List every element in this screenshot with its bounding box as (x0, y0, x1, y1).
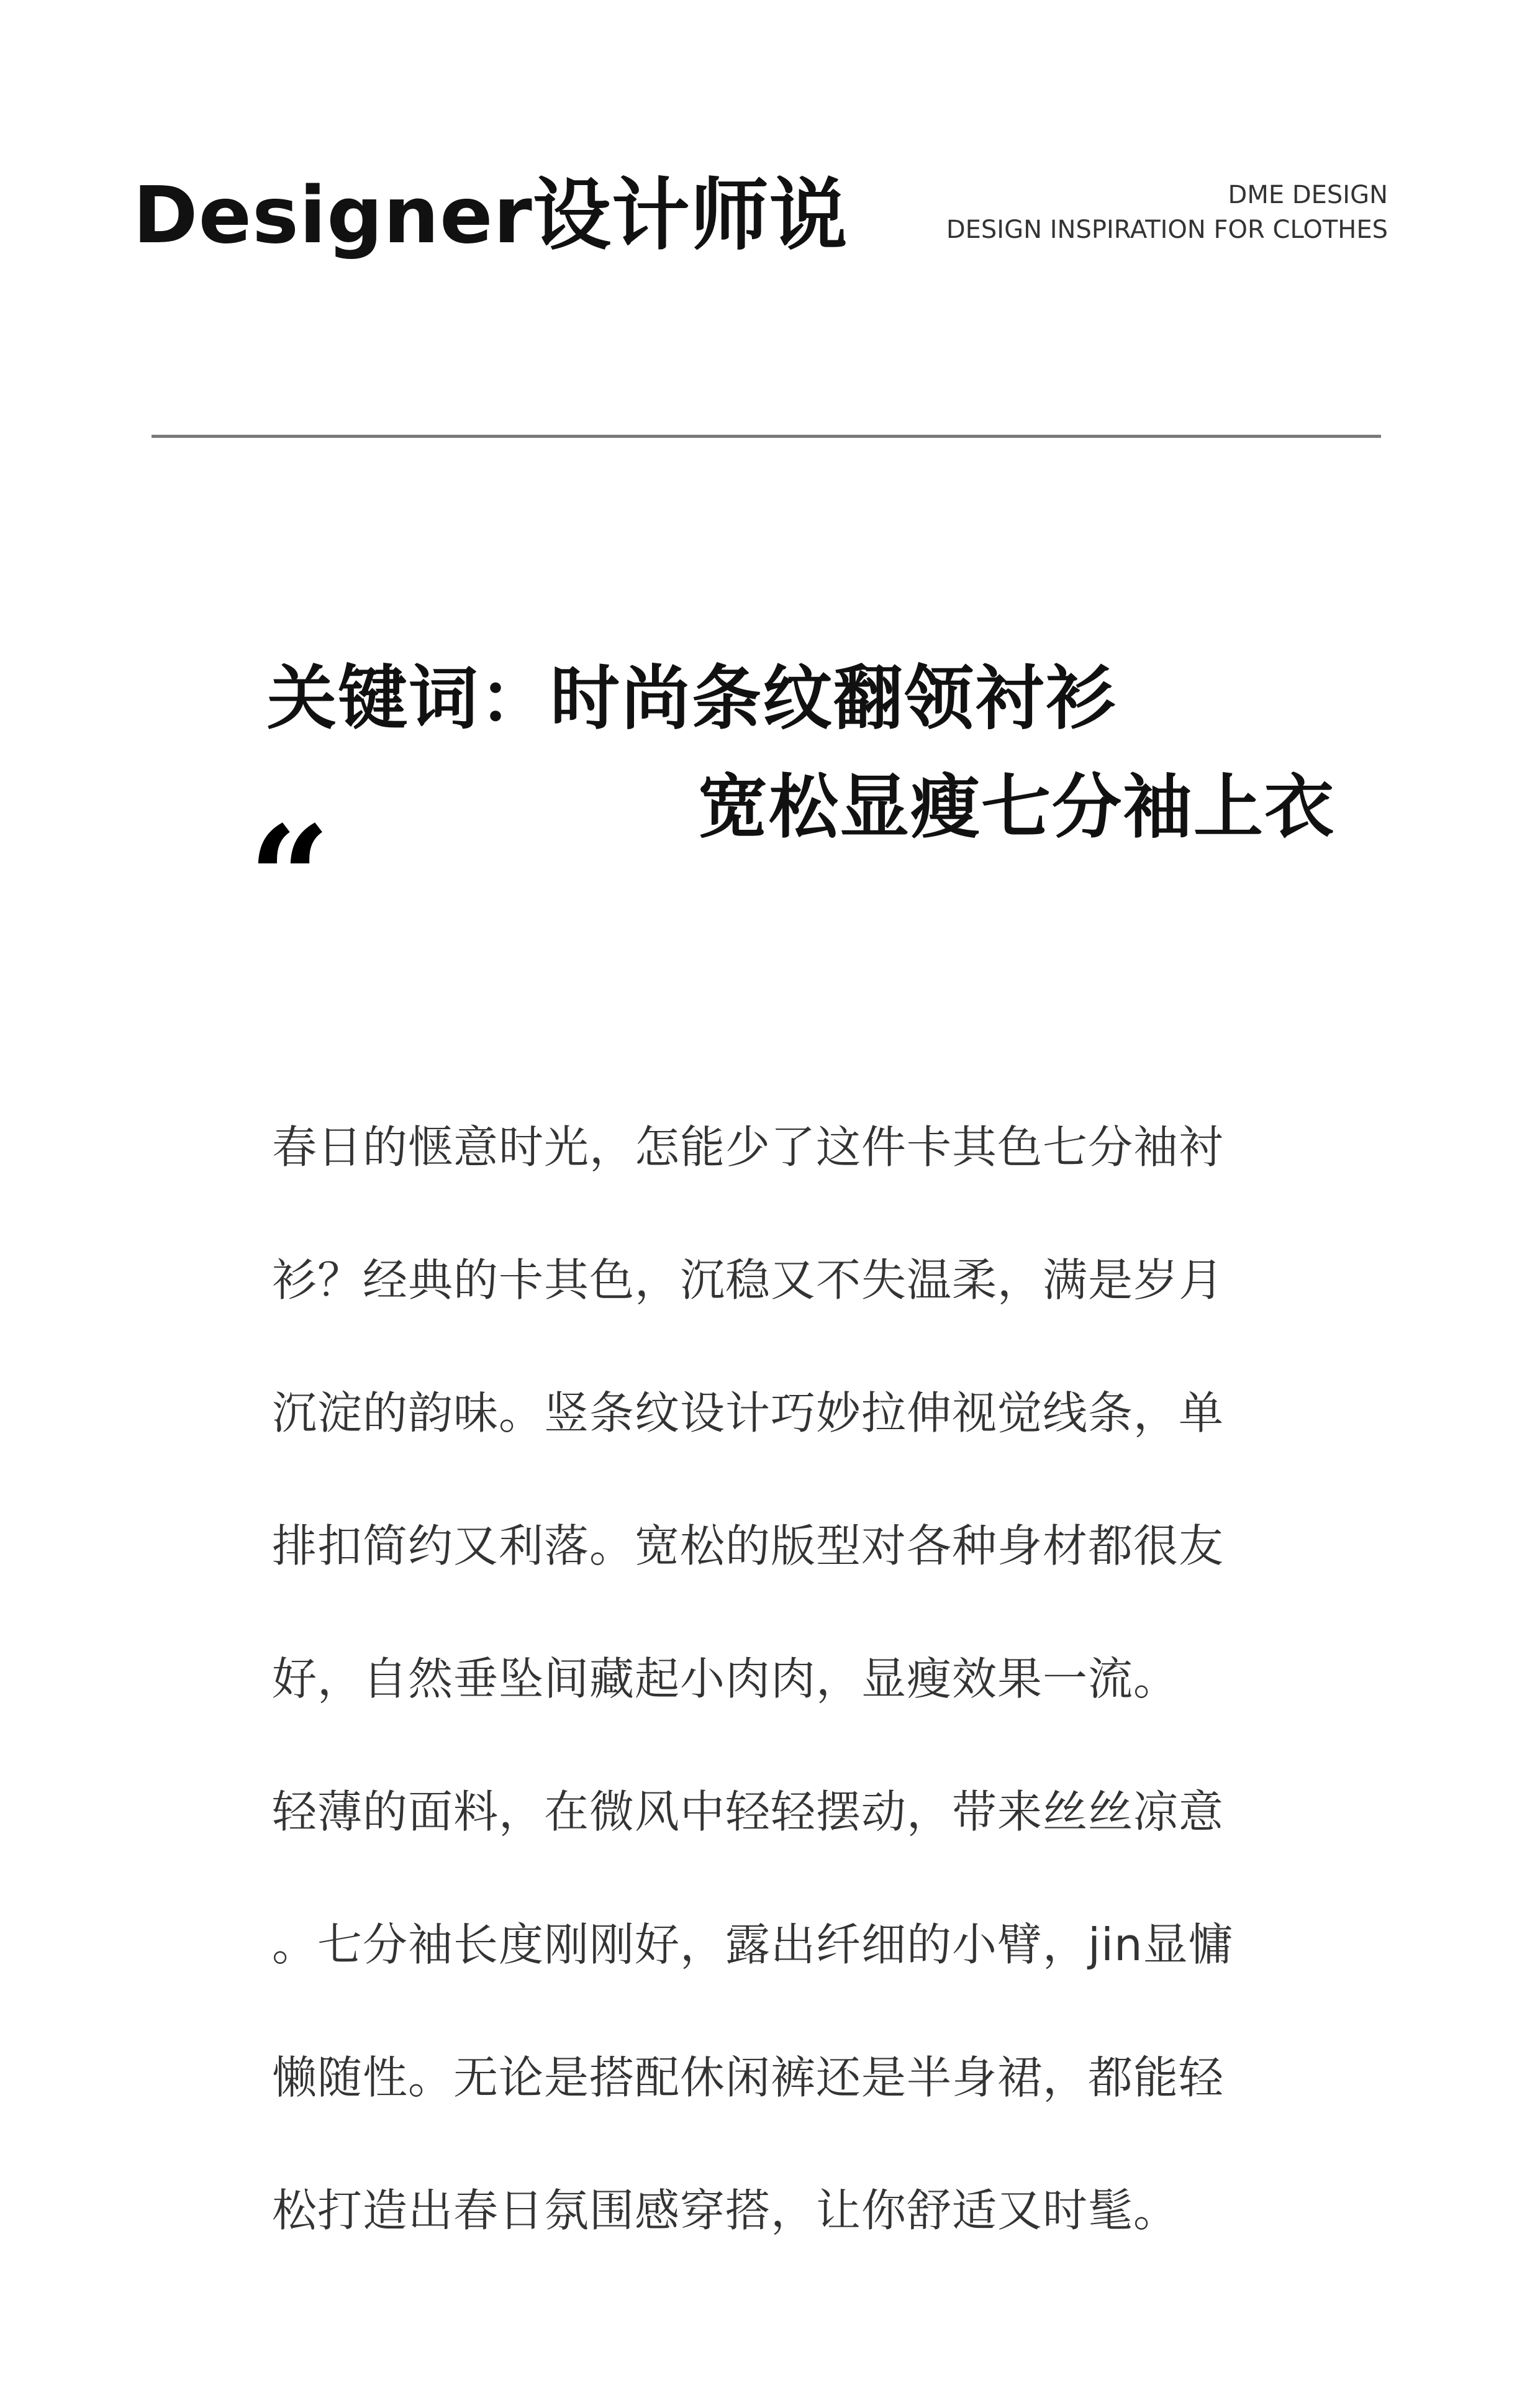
header-divider (152, 435, 1381, 438)
body-line: 排扣简约又利落。宽松的版型对各种身材都很友 (272, 1520, 1225, 1572)
brand-tagline: DESIGN INSPIRATION FOR CLOTHES (946, 216, 1388, 244)
header-title: Designer设计师说 (133, 170, 848, 261)
body-line: 衫？经典的卡其色，沉稳又不失温柔，满是岁月 (272, 1254, 1225, 1306)
body-line: 沉淀的韵味。竖条纹设计巧妙拉伸视觉线条，单 (272, 1387, 1225, 1439)
header-brand-block (946, 178, 1388, 247)
body-line: 懒随性。无论是搭配休闲裤还是半身裙，都能轻 (272, 2051, 1225, 2104)
keywords-line-1: 关键词：时尚条纹翻领衬衫 (267, 658, 1116, 739)
body-paragraph (272, 1081, 1303, 2277)
keywords-line-2: 宽松显瘦七分袖上衣 (698, 767, 1335, 848)
body-line: 松打造出春日氛围感穿搭，让你舒适又时髦。 (272, 2184, 1179, 2237)
body-line: 好，自然垂坠间藏起小肉肉，显瘦效果一流。 (272, 1653, 1179, 1705)
quote-mark-icon: “ (248, 795, 331, 963)
brand-name: DME DESIGN (1228, 181, 1388, 209)
body-line: 春日的惬意时光，怎能少了这件卡其色七分袖衬 (272, 1121, 1225, 1173)
body-line: 。七分袖长度刚刚好，露出纤细的小臂，jin显慵 (272, 1919, 1234, 1971)
body-line: 轻薄的面料，在微风中轻轻摆动，带来丝丝凉意 (272, 1786, 1225, 1838)
